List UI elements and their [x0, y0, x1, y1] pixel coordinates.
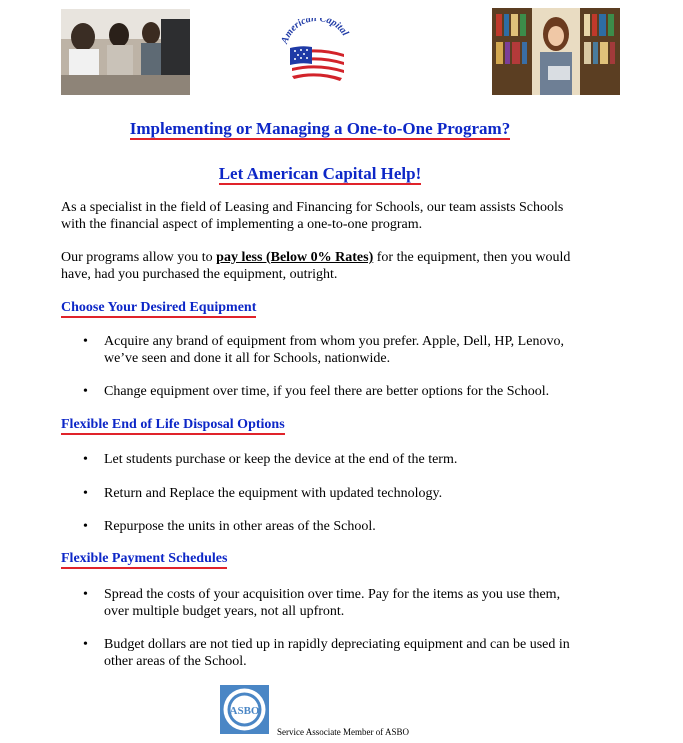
intro-paragraph: As a specialist in the field of Leasing and Financing for Schools, our team assists Schools with the financial aspect of implementing a one-to-one program. [61, 200, 564, 232]
bullet-icon: • [83, 637, 88, 652]
bullet-icon: • [83, 452, 88, 467]
list-item-text: Spread the costs of your acquisition over time. Pay for the items as you use them, over multiple budget years, not all upfront. [104, 587, 561, 619]
list-item-text: Acquire any brand of equipment from whom you prefer. Apple, Dell, HP, Lenovo, we’ve seen and done it all for Schools, nationwide. [104, 334, 564, 366]
section-heading-disposal: Flexible End of Life Disposal Options [61, 417, 285, 435]
page-heading [0, 119, 640, 139]
programs-text-after: for the equipment, then you would have, had you purchased the equipment, outright. [61, 250, 571, 282]
list-item-text: Let students purchase or keep the device at the end of the term. [104, 452, 458, 467]
asbo-caption: Service Associate Member of ASBO [277, 727, 409, 737]
page-subheading-text: Let American Capital Help! [218, 164, 422, 183]
bullet-icon: • [83, 519, 88, 534]
asbo-logo [220, 685, 269, 734]
list-item-text: Change equipment over time, if you feel there are better options for the School. [104, 384, 550, 399]
student-tablet-photo [492, 8, 620, 95]
bullet-icon: • [83, 587, 88, 602]
page-heading-text: Implementing or Managing a One-to-One Program? [129, 119, 511, 138]
programs-paragraph [61, 249, 591, 283]
bullet-icon: • [83, 486, 88, 501]
programs-emphasis: pay less (Below 0% Rates) [216, 250, 374, 265]
svg-text:American Capital: American Capital [279, 18, 351, 46]
bullet-icon: • [83, 334, 88, 349]
section-heading-equipment: Choose Your Desired Equipment [61, 300, 256, 318]
list-item-text: Return and Replace the equipment with updated technology. [104, 486, 443, 501]
svg-text:ASBO: ASBO [229, 705, 260, 717]
list-item-text: Repurpose the units in other areas of the School. [104, 519, 376, 534]
programs-text-before: Our programs allow you to [61, 250, 217, 265]
american-capital-logo [276, 18, 358, 90]
page-subheading [0, 164, 640, 184]
section-heading-payment: Flexible Payment Schedules [61, 551, 227, 569]
list-item-text: Budget dollars are not tied up in rapidly depreciating equipment and can be used in other areas of the School. [104, 637, 570, 669]
bullet-icon: • [83, 384, 88, 399]
students-computers-photo [61, 9, 190, 95]
